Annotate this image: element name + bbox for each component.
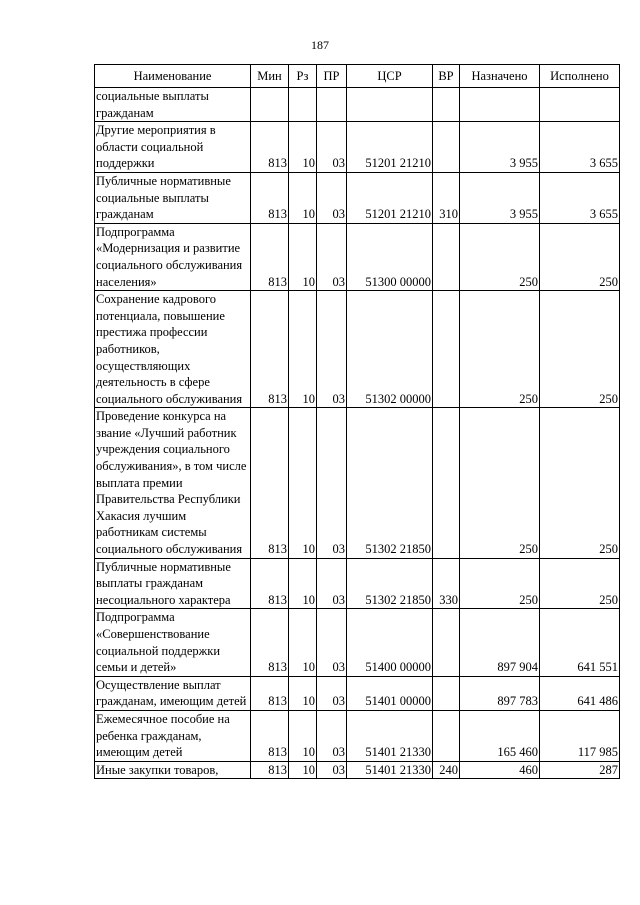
cell-executed: 250: [540, 291, 620, 408]
budget-table: [94, 64, 620, 779]
cell-min: 813: [251, 676, 289, 710]
cell-min: 813: [251, 291, 289, 408]
cell-pr: 03: [317, 761, 347, 779]
cell-executed: 250: [540, 558, 620, 609]
cell-name: социальные выплаты гражданам: [95, 88, 251, 122]
cell-name: Подпрограмма «Модернизация и развитие социального обслуживания населения»: [95, 223, 251, 290]
table-row: [95, 172, 620, 223]
cell-pr: 03: [317, 291, 347, 408]
header-rz: Рз: [289, 65, 317, 88]
cell-rz: 10: [289, 172, 317, 223]
table-row: [95, 122, 620, 173]
cell-pr: 03: [317, 710, 347, 761]
header-executed: Исполнено: [540, 65, 620, 88]
page-number: 187: [311, 38, 329, 52]
cell-name: Сохранение кадрового потенциала, повышение престижа профессии работников, осуществляющих деятельность в сфере социального обслуживания: [95, 291, 251, 408]
cell-name: Публичные нормативные социальные выплаты гражданам: [95, 172, 251, 223]
cell-executed: 3 655: [540, 172, 620, 223]
cell-csr: 51401 21330: [347, 761, 433, 779]
cell-rz: 10: [289, 710, 317, 761]
header-vr: ВР: [433, 65, 460, 88]
cell-vr: [433, 223, 460, 290]
cell-csr: 51400 00000: [347, 609, 433, 676]
cell-executed: 641 486: [540, 676, 620, 710]
cell-assigned: 3 955: [460, 172, 540, 223]
cell-executed: 287: [540, 761, 620, 779]
cell-min: [251, 88, 289, 122]
cell-min: 813: [251, 761, 289, 779]
cell-assigned: 250: [460, 291, 540, 408]
cell-vr: [433, 676, 460, 710]
cell-rz: 10: [289, 609, 317, 676]
cell-rz: 10: [289, 223, 317, 290]
cell-assigned: 250: [460, 223, 540, 290]
cell-executed: 250: [540, 408, 620, 558]
table-row: [95, 761, 620, 779]
cell-pr: 03: [317, 558, 347, 609]
table-row: [95, 408, 620, 558]
cell-pr: 03: [317, 676, 347, 710]
cell-rz: 10: [289, 558, 317, 609]
cell-vr: [433, 710, 460, 761]
table-row: [95, 558, 620, 609]
header-name: Наименование: [95, 65, 251, 88]
cell-assigned: 897 904: [460, 609, 540, 676]
cell-min: 813: [251, 609, 289, 676]
cell-executed: [540, 88, 620, 122]
cell-rz: [289, 88, 317, 122]
cell-csr: 51201 21210: [347, 122, 433, 173]
cell-vr: [433, 408, 460, 558]
cell-executed: 117 985: [540, 710, 620, 761]
cell-name: Ежемесячное пособие на ребенка гражданам, имеющим детей: [95, 710, 251, 761]
cell-vr: [433, 88, 460, 122]
cell-csr: 51302 21850: [347, 408, 433, 558]
cell-name: Публичные нормативные выплаты гражданам несоциального характера: [95, 558, 251, 609]
cell-pr: 03: [317, 223, 347, 290]
table-body: [95, 88, 620, 779]
table-row: [95, 223, 620, 290]
cell-executed: 250: [540, 223, 620, 290]
header-pr: ПР: [317, 65, 347, 88]
cell-assigned: 897 783: [460, 676, 540, 710]
cell-csr: 51302 21850: [347, 558, 433, 609]
cell-rz: 10: [289, 122, 317, 173]
cell-vr: 310: [433, 172, 460, 223]
cell-assigned: 3 955: [460, 122, 540, 173]
cell-rz: 10: [289, 408, 317, 558]
cell-assigned: 165 460: [460, 710, 540, 761]
cell-assigned: 250: [460, 408, 540, 558]
cell-name: Осуществление выплат гражданам, имеющим детей: [95, 676, 251, 710]
cell-vr: [433, 291, 460, 408]
cell-min: 813: [251, 223, 289, 290]
cell-csr: 51201 21210: [347, 172, 433, 223]
cell-pr: 03: [317, 122, 347, 173]
header-row: [95, 65, 620, 88]
cell-csr: 51302 00000: [347, 291, 433, 408]
cell-csr: 51300 00000: [347, 223, 433, 290]
cell-vr: [433, 609, 460, 676]
cell-name: Проведение конкурса на звание «Лучший работник учреждения социального обслуживания», в том числе выплата премии Правительства Республики Хакасия лучшим работникам системы социального обслуживания: [95, 408, 251, 558]
cell-pr: [317, 88, 347, 122]
cell-csr: 51401 00000: [347, 676, 433, 710]
cell-pr: 03: [317, 408, 347, 558]
cell-assigned: 460: [460, 761, 540, 779]
table-row: [95, 676, 620, 710]
cell-name: Иные закупки товаров,: [95, 761, 251, 779]
cell-min: 813: [251, 558, 289, 609]
cell-executed: 3 655: [540, 122, 620, 173]
cell-vr: 240: [433, 761, 460, 779]
cell-csr: 51401 21330: [347, 710, 433, 761]
cell-pr: 03: [317, 172, 347, 223]
cell-min: 813: [251, 172, 289, 223]
table-row: [95, 609, 620, 676]
cell-vr: 330: [433, 558, 460, 609]
header-assigned: Назначено: [460, 65, 540, 88]
table-row: [95, 88, 620, 122]
cell-min: 813: [251, 710, 289, 761]
cell-assigned: 250: [460, 558, 540, 609]
header-csr: ЦСР: [347, 65, 433, 88]
header-min: Мин: [251, 65, 289, 88]
cell-pr: 03: [317, 609, 347, 676]
cell-vr: [433, 122, 460, 173]
table-row: [95, 291, 620, 408]
cell-min: 813: [251, 408, 289, 558]
cell-min: 813: [251, 122, 289, 173]
cell-executed: 641 551: [540, 609, 620, 676]
cell-rz: 10: [289, 761, 317, 779]
cell-csr: [347, 88, 433, 122]
table-row: [95, 710, 620, 761]
cell-assigned: [460, 88, 540, 122]
cell-name: Подпрограмма «Совершенствование социальной поддержки семьи и детей»: [95, 609, 251, 676]
cell-rz: 10: [289, 291, 317, 408]
cell-name: Другие мероприятия в области социальной поддержки: [95, 122, 251, 173]
cell-rz: 10: [289, 676, 317, 710]
